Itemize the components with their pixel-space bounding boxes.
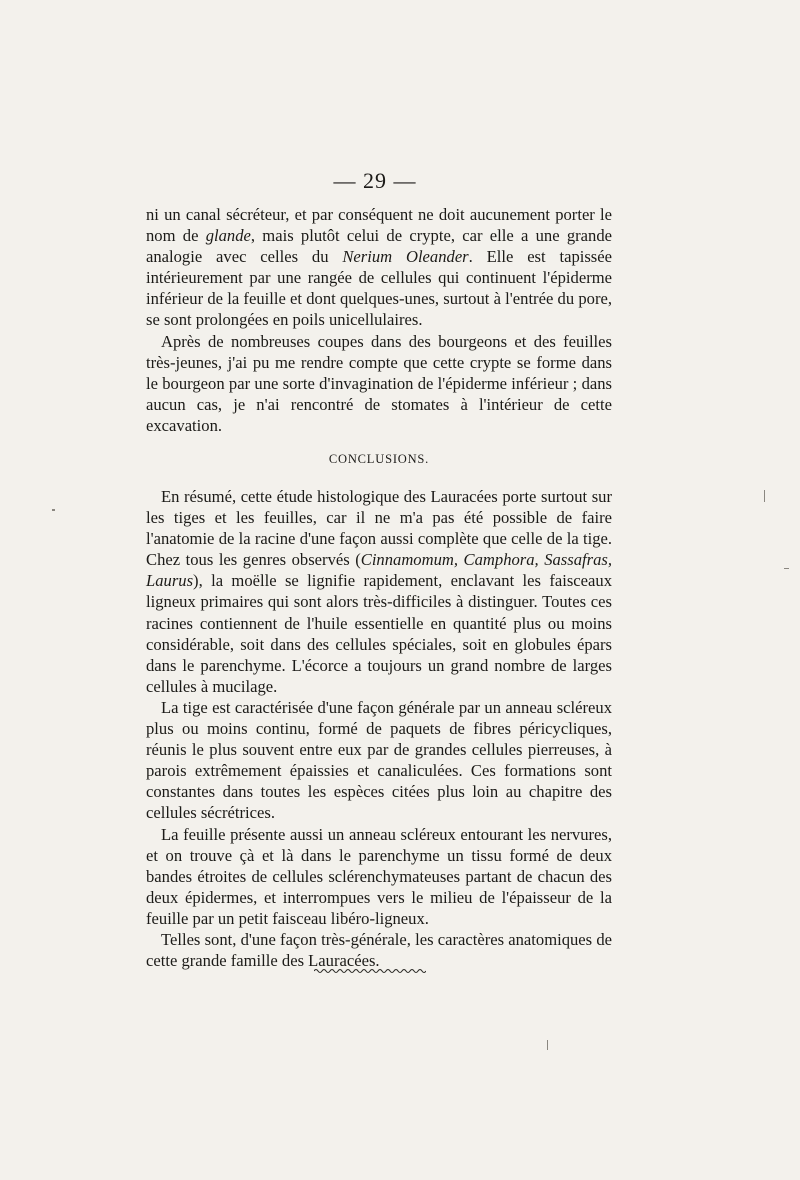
section-heading: CONCLUSIONS. <box>328 452 430 466</box>
paper-speck <box>764 490 765 502</box>
text-run: , mais plutôt celui de crypte, car elle a une grande analogie avec celles du <box>146 226 613 267</box>
paper-speck <box>52 509 55 511</box>
paper-speck <box>547 1040 548 1050</box>
intro-text <box>146 204 612 436</box>
wavy-rule-ornament <box>314 968 426 974</box>
page-number: — 29 — <box>333 168 417 193</box>
text-run: ), la moëlle se lignifie rapidement, enclavant les faisceaux ligneux primaires qui sont alors très-difficiles à distinguer. Toutes ces racines contiennent de l'huile essentielle en quantité plus ou moins considérable, soit dans des cellules spéciales, soit en globules épars dans le parenchyme. L'écorce a toujours un grand nombre de larges cellules à mucilage. <box>146 571 612 696</box>
paragraph: La tige est caractérisée d'une façon générale par un anneau scléreux plus ou moins continu, formé de paquets de fibres péricycliques, réunis le plus souvent entre eux par de grandes cellules pierreuses, à parois extrêmement épaissies et canaliculées. Ces formations sont constantes dans toutes les espèces citées plus loin au chapitre des cellules sécrétrices. <box>146 697 612 823</box>
paragraph: Après de nombreuses coupes dans des bourgeons et des feuilles très-jeunes, j'ai pu me rendre compte que cette crypte se forme dans le bourgeon par une sorte d'invagination de l'épiderme inférieur ; dans aucun cas, je n'ai rencontré de stomates à l'intérieur de cette excavation. <box>146 331 612 435</box>
italic-term: Cinnamomum, Camphora, Sassafras, Laurus <box>146 550 612 591</box>
italic-term: Nerium Oleander <box>342 247 469 267</box>
text-run: En résumé, cette étude histologique des Lauracées porte surtout sur les tiges et les feuilles, car il ne m'a pas été possible de faire l'anatomie de la racine d'une façon aussi complète que celle de la tige. Chez tous les genres observés ( <box>146 487 612 570</box>
paragraph <box>146 486 612 697</box>
conclusions-text <box>146 486 612 971</box>
text-run: . Elle est tapissée intérieurement par une rangée de cellules qui continuent l'épiderme inférieur de la feuille et dont quelques-unes, surtout à l'entrée du pore, se sont prolongées en poils unicellulaires. <box>146 247 612 330</box>
paragraph: Telles sont, d'une façon très-générale, les caractères anatomiques de cette grande famille des Lauracées. <box>146 929 612 971</box>
paragraph <box>146 204 612 331</box>
text-run: ni un canal sécréteur, et par conséquent ne doit aucunement porter le nom de <box>146 205 612 246</box>
italic-term: glande <box>205 226 251 246</box>
paragraph: La feuille présente aussi un anneau scléreux entourant les nervures, et on trouve çà et là dans le parenchyme un tissu formé de deux bandes étroites de cellules sclérenchymateuses partant de chacun des deux épidermes, et interrompues vers le milieu de l'épaisseur de la feuille par un petit faisceau libéro-ligneux. <box>146 824 612 928</box>
paper-speck <box>784 568 789 569</box>
